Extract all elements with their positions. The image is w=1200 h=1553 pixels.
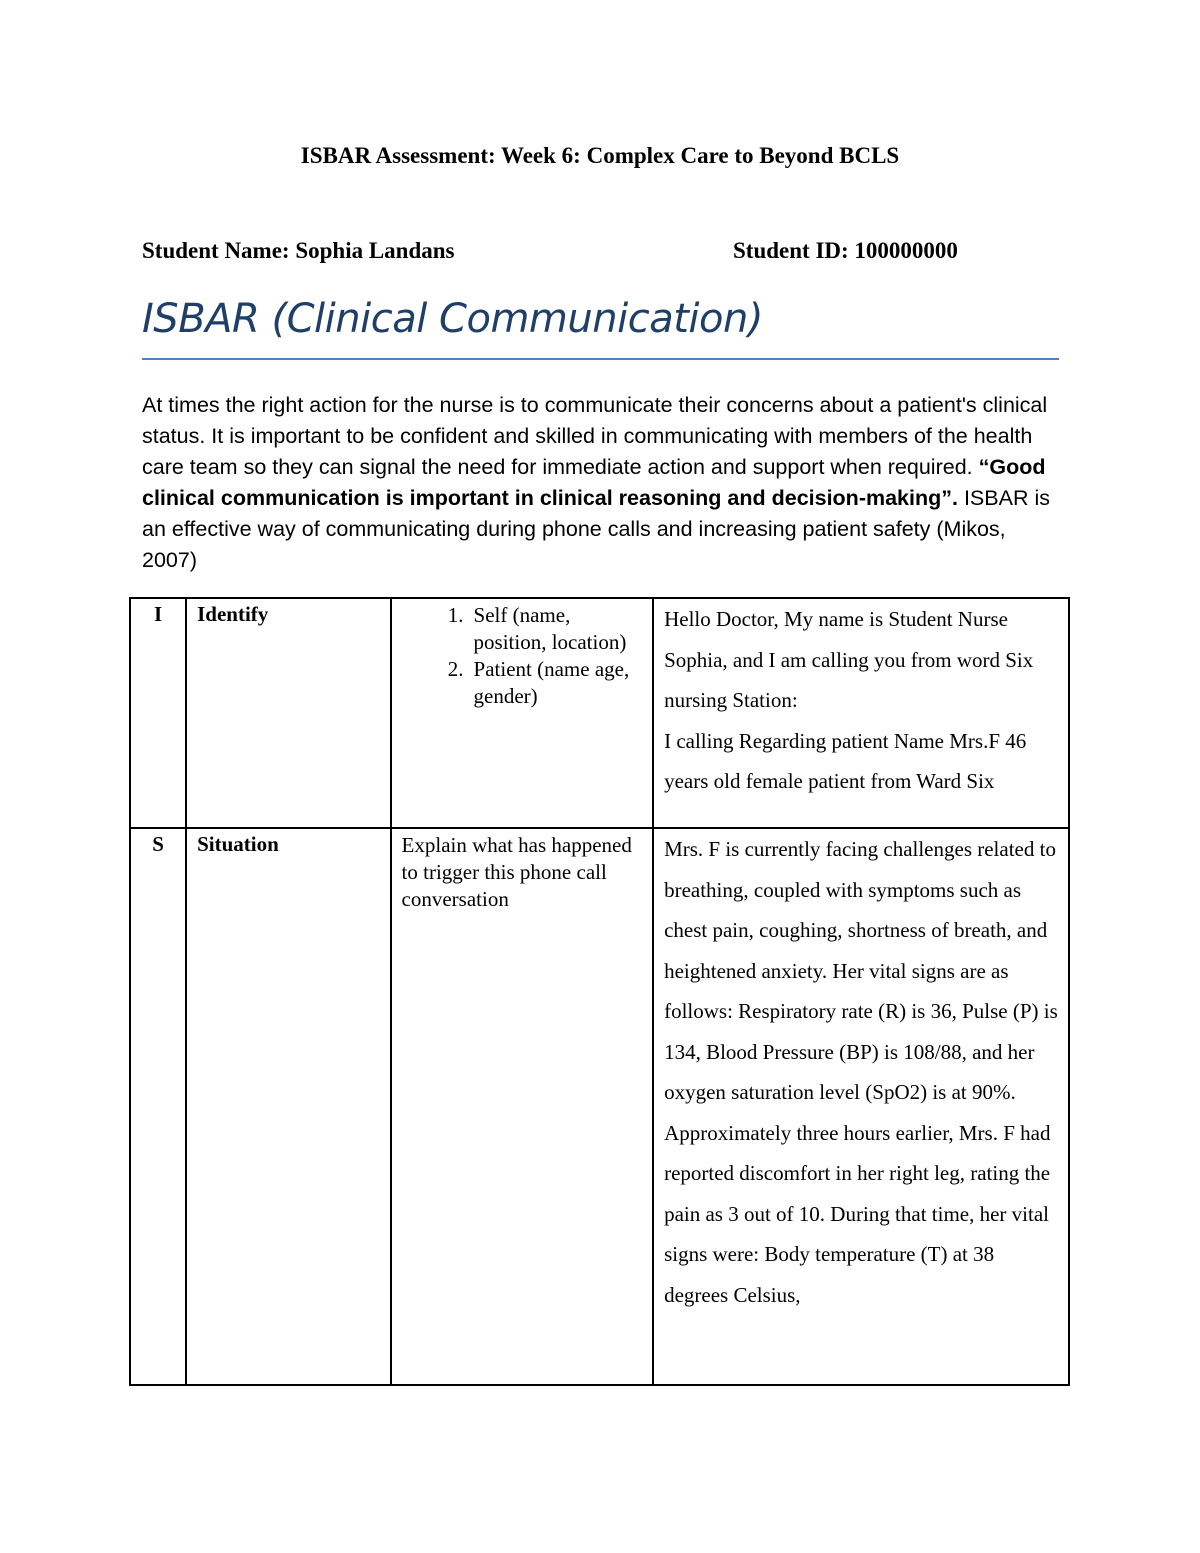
intro-bold-quote: “Good clinical communication is important in clinical reasoning and decision-making”.: [142, 455, 1046, 510]
row-letter: S: [152, 832, 164, 856]
isbar-table: [129, 597, 1070, 1386]
prompt-text: Self (name, position, location): [473, 603, 627, 654]
prompt-item: [392, 602, 647, 656]
row-response-cell: [653, 828, 1069, 1385]
table-row-identify: [130, 598, 1069, 828]
response-text: [654, 599, 1068, 802]
section-heading: ISBAR (Clinical Communication): [142, 296, 763, 342]
response-paragraph: Approximately three hours earlier, Mrs. F had reported discomfort in her right leg, rating the pain as 3 out of 10. During that time, her vital signs were: Body temperature (T) at 38 degrees Celsius,: [664, 1120, 1051, 1307]
row-label-cell: [186, 828, 390, 1385]
intro-text-part2: ISBAR is an effective way of communicating during phone calls and increasing patient safety (Mikos, 2007): [142, 486, 1050, 572]
row-response-cell: [653, 598, 1069, 828]
row-label-cell: [186, 598, 390, 828]
heading-underline: [142, 358, 1059, 360]
prompt-item: [392, 656, 647, 710]
table-row-situation: [130, 828, 1069, 1385]
response-text: [654, 829, 1068, 1315]
row-label: Identify: [197, 602, 269, 626]
row-prompt-cell: [391, 828, 654, 1385]
row-prompt-cell: [391, 598, 654, 828]
row-label: Situation: [197, 832, 279, 856]
intro-paragraph: [142, 390, 1062, 576]
prompt-list: [392, 599, 653, 710]
prompt-number: 1.: [447, 603, 464, 627]
row-letter-cell: [130, 828, 186, 1385]
student-name: Student Name: Sophia Landans: [142, 238, 455, 263]
row-letter-cell: [130, 598, 186, 828]
response-paragraph: I calling Regarding patient Name Mrs.F 46 years old female patient from Ward Six: [664, 728, 1027, 793]
prompt-number: 2.: [447, 657, 464, 681]
document-title: ISBAR Assessment: Week 6: Complex Care to Beyond BCLS: [300, 143, 900, 168]
intro-text-part1: At times the right action for the nurse is to communicate their concerns about a patient's clinical status. It is important to be confident and skilled in communicating with members of the health care team so they can signal the need for immediate action and support when required.: [142, 393, 1048, 479]
response-paragraph: Mrs. F is currently facing challenges related to breathing, coupled with symptoms such as chest pain, coughing, shortness of breath, and heightened anxiety. Her vital signs are as follows: Respiratory rate (R) is 36, Pulse (P) is 134, Blood Pressure (BP) is 108/88, and her oxygen saturation level (SpO2) is at 90%.: [664, 837, 1058, 1104]
response-paragraph: Hello Doctor, My name is Student Nurse Sophia, and I am calling you from word Six nursing Station:: [664, 607, 1034, 712]
prompt-text: Patient (name age, gender): [473, 657, 630, 708]
student-id: Student ID: 100000000: [733, 238, 958, 263]
prompt-text: Explain what has happened to trigger this phone call conversation: [401, 833, 632, 911]
row-letter: I: [153, 602, 163, 626]
